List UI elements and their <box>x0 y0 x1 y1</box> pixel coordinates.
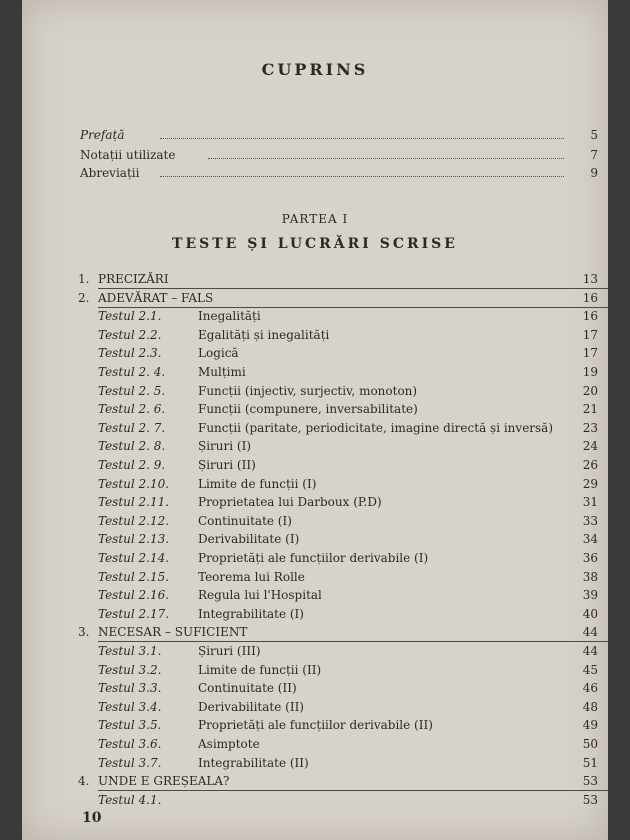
test-number: Testul 4.1. <box>98 792 162 807</box>
toc-test-row <box>78 477 608 495</box>
test-label: Proprietăți ale funcțiilor derivabile (I) <box>198 551 429 565</box>
test-label: Regula lui l'Hospital <box>198 588 322 603</box>
test-number: Testul 3.4. <box>98 699 162 714</box>
page-ref: 17 <box>582 346 598 361</box>
front-matter-label: Prefață <box>80 128 125 142</box>
section-number: 2. <box>78 290 90 305</box>
test-label: Derivabilitate (II) <box>198 699 304 714</box>
toc-test-row <box>78 570 608 588</box>
front-matter-label: Notații utilizate <box>80 148 176 162</box>
section-label: NECESAR – SUFICIENT <box>98 625 248 640</box>
page-ref: 16 <box>582 309 598 324</box>
test-number: Testul 2.12. <box>98 513 170 528</box>
test-number: Testul 2.14. <box>98 551 170 565</box>
page-ref: 48 <box>582 699 598 714</box>
section-label: ADEVĂRAT – FALS <box>98 290 214 305</box>
book-page <box>22 0 608 840</box>
front-matter-label: Abreviații <box>80 166 140 180</box>
test-label: Teorema lui Rolle <box>198 569 305 584</box>
page-ref: 45 <box>582 662 598 677</box>
page-ref: 21 <box>582 402 598 417</box>
test-label: Proprietatea lui Darboux (P.D) <box>198 495 382 510</box>
page-title: CUPRINS <box>261 60 369 79</box>
toc-test-row <box>78 309 608 327</box>
front-matter-page: 5 <box>590 128 598 142</box>
page-ref: 46 <box>582 681 598 696</box>
test-number: Testul 2.1. <box>98 309 162 324</box>
toc-test-row <box>78 756 608 774</box>
leader-dots <box>160 176 564 177</box>
test-label: Mulțimi <box>198 365 246 379</box>
toc-test-row <box>78 700 608 718</box>
page-ref: 50 <box>582 737 598 751</box>
test-number: Testul 2. 4. <box>98 365 166 379</box>
page-ref: 40 <box>582 606 598 621</box>
page-ref: 19 <box>582 365 598 379</box>
section-label: UNDE E GREȘEALA? <box>98 774 230 789</box>
page-ref: 26 <box>582 458 598 472</box>
toc-test-row <box>78 384 608 402</box>
test-label: Integrabilitate (I) <box>198 606 304 621</box>
test-label: Continuitate (I) <box>198 513 292 528</box>
toc-test-row <box>78 644 608 662</box>
toc-test-row <box>78 681 608 699</box>
test-label: Limite de funcții (I) <box>198 476 317 491</box>
page-ref: 33 <box>582 513 598 528</box>
page-ref: 24 <box>582 439 598 454</box>
page-ref: 38 <box>582 569 598 584</box>
page-ref: 51 <box>582 755 598 770</box>
page-ref: 44 <box>582 625 598 640</box>
test-label: Șiruri (III) <box>198 644 261 658</box>
toc-test-row <box>78 346 608 364</box>
test-label: Derivabilitate (I) <box>198 532 300 547</box>
test-number: Testul 3.2. <box>98 662 162 677</box>
test-number: Testul 3.7. <box>98 755 162 770</box>
section-number: 1. <box>78 272 90 286</box>
leader-dots <box>208 158 564 159</box>
page-ref: 39 <box>582 588 598 603</box>
toc-test-row <box>78 328 608 346</box>
toc-test-row <box>78 607 608 625</box>
toc-test-row <box>78 514 608 532</box>
page-ref: 36 <box>582 551 598 565</box>
test-number: Testul 2.3. <box>98 346 162 361</box>
part-label: PARTEA I <box>281 212 349 226</box>
test-number: Testul 3.6. <box>98 737 162 751</box>
page-ref: 23 <box>582 420 598 435</box>
toc-section-row <box>78 291 608 309</box>
test-label: Asimptote <box>198 737 260 751</box>
test-label: Continuitate (II) <box>198 681 297 696</box>
test-number: Testul 2.13. <box>98 532 170 547</box>
test-number: Testul 2. 6. <box>98 402 166 417</box>
test-label: Șiruri (I) <box>198 439 252 454</box>
test-label: Logică <box>198 346 239 361</box>
test-number: Testul 2.10. <box>98 476 170 491</box>
section-number: 4. <box>78 774 90 789</box>
toc-test-row <box>78 718 608 736</box>
page-ref: 53 <box>582 774 598 789</box>
leader-dots <box>160 138 564 139</box>
test-number: Testul 2.2. <box>98 327 162 342</box>
toc-test-row <box>78 439 608 457</box>
section-number: 3. <box>78 625 90 640</box>
toc-section-row <box>78 272 608 290</box>
page-ref: 44 <box>582 644 598 658</box>
test-label: Șiruri (II) <box>198 458 256 472</box>
test-number: Testul 2.17. <box>98 606 170 621</box>
toc-test-row <box>78 532 608 550</box>
test-label: Limite de funcții (II) <box>198 662 322 677</box>
toc-test-row <box>78 365 608 383</box>
page-ref: 13 <box>582 272 598 286</box>
toc-test-row <box>78 663 608 681</box>
test-label: Funcții (paritate, periodicitate, imagine directă și inversă) <box>198 420 554 435</box>
test-label: Proprietăți ale funcțiilor derivabile (II) <box>198 718 433 733</box>
test-number: Testul 3.1. <box>98 644 162 658</box>
page-ref: 16 <box>582 290 598 305</box>
toc-test-row <box>78 495 608 513</box>
toc-test-row <box>78 458 608 476</box>
test-label: Funcții (compunere, inversabilitate) <box>198 402 418 417</box>
test-number: Testul 3.5. <box>98 718 162 733</box>
toc-test-row <box>78 551 608 569</box>
page-ref: 17 <box>582 327 598 342</box>
test-label: Egalități și inegalități <box>198 327 330 342</box>
test-number: Testul 2. 5. <box>98 383 166 398</box>
toc-test-row <box>78 588 608 606</box>
front-matter-page: 9 <box>590 166 598 180</box>
page-ref: 34 <box>582 532 598 547</box>
toc-test-row <box>78 793 608 811</box>
toc-test-row <box>78 421 608 439</box>
test-number: Testul 3.3. <box>98 681 162 696</box>
test-number: Testul 2.16. <box>98 588 170 603</box>
test-number: Testul 2.11. <box>98 495 170 510</box>
test-label: Funcții (injectiv, surjectiv, monoton) <box>198 383 418 398</box>
page-ref: 49 <box>582 718 598 733</box>
section-label: PRECIZĂRI <box>98 272 169 286</box>
test-number: Testul 2.15. <box>98 569 170 584</box>
test-label: Inegalități <box>198 309 261 324</box>
test-number: Testul 2. 9. <box>98 458 166 472</box>
part-title: TESTE ȘI LUCRĂRI SCRISE <box>172 236 458 252</box>
toc-test-row <box>78 402 608 420</box>
page-ref: 31 <box>582 495 598 510</box>
page-ref: 20 <box>582 383 598 398</box>
test-number: Testul 2. 8. <box>98 439 166 454</box>
test-number: Testul 2. 7. <box>98 420 166 435</box>
toc-section-row <box>78 625 608 643</box>
page-ref: 53 <box>582 792 598 807</box>
page-ref: 29 <box>582 476 598 491</box>
test-label: Integrabilitate (II) <box>198 755 309 770</box>
front-matter-page: 7 <box>590 148 598 162</box>
toc-test-row <box>78 737 608 755</box>
toc-section-row <box>78 774 608 792</box>
page-number: 10 <box>82 810 102 826</box>
